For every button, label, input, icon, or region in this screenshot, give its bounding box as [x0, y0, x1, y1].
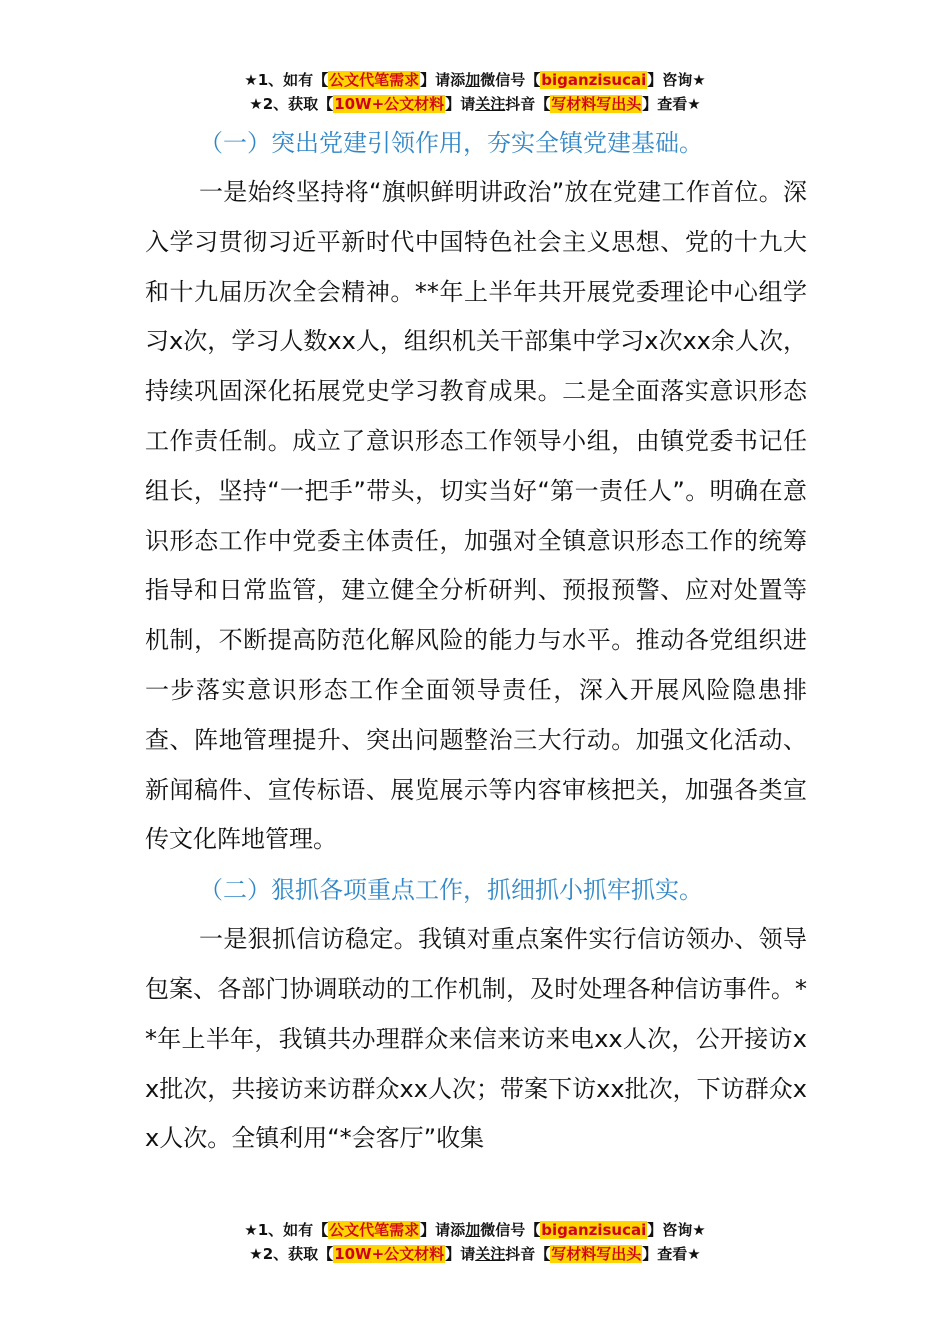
header-promo-banner	[0, 68, 950, 116]
footer-promo-banner	[0, 1218, 950, 1266]
promo-underlined: 关注	[475, 95, 506, 113]
promo-highlight-wechat: biganzisucai	[541, 71, 647, 89]
promo-text: ★1、如有【	[244, 71, 329, 89]
promo-text: 】请	[445, 1245, 476, 1263]
promo-text: 】请添	[420, 1221, 466, 1239]
promo-line-2	[0, 1242, 950, 1266]
promo-highlight-douyin: 写材料写出头	[551, 1245, 642, 1263]
promo-text: 】查看★	[642, 1245, 701, 1263]
promo-highlight-douyin: 写材料写出头	[551, 95, 642, 113]
section-heading-1: （一）突出党建引领作用，夯实全镇党建基础。	[199, 129, 703, 157]
promo-text: 】咨询★	[647, 1221, 706, 1239]
promo-underlined: 加	[465, 1221, 481, 1239]
promo-text: 微信号【	[480, 71, 541, 89]
promo-text: ★1、如有【	[244, 1221, 329, 1239]
promo-text: 】请添	[420, 71, 466, 89]
promo-text: 抖音【	[505, 95, 551, 113]
promo-highlight-wechat: biganzisucai	[541, 1221, 647, 1239]
promo-underlined: 加	[465, 71, 481, 89]
promo-text: 抖音【	[505, 1245, 551, 1263]
paragraph-1: 一是始终坚持将“旗帜鲜明讲政治”放在党建工作首位。深入学习贯彻习近平新时代中国特色社会主义思想、党的十九大和十九届历次全会精神。**年上半年共开展党委理论中心组学习x次，学习人数xx人，组织机关干部集中学习x次xx余人次，持续巩固深化拓展党史学习教育成果。二是全面落实意识形态工作责任制。成立了意识形态工作领导小组，由镇党委书记任组长，坚持“一把手”带头，切实当好“第一责任人”。明确在意识形态工作中党委主体责任，加强对全镇意识形态工作的统筹指导和日常监管，建立健全分析研判、预报预警、应对处置等机制，不断提高防范化解风险的能力与水平。推动各党组织进一步落实意识形态工作全面领导责任，深入开展风险隐患排查、阵地管理提升、突出问题整治三大行动。加强文化活动、新闻稿件、宣传标语、展览展示等内容审核把关，加强各类宣传文化阵地管理。	[145, 178, 807, 854]
document-body	[145, 118, 807, 1164]
promo-highlight: 公文代笔需求	[329, 71, 420, 89]
promo-line-1	[0, 68, 950, 92]
promo-text: 微信号【	[480, 1221, 541, 1239]
promo-text: 】请	[445, 95, 476, 113]
promo-highlight: 公文代笔需求	[329, 1221, 420, 1239]
promo-text: ★2、获取【	[249, 95, 334, 113]
promo-text: ★2、获取【	[249, 1245, 334, 1263]
section-heading-2: （二）狠抓各项重点工作，抓细抓小抓牢抓实。	[199, 876, 703, 905]
promo-underlined: 关注	[475, 1245, 506, 1263]
promo-text: 】咨询★	[647, 71, 706, 89]
promo-highlight: 10W+公文材料	[334, 1245, 445, 1263]
paragraph-2: 一是狠抓信访稳定。我镇对重点案件实行信访领办、领导包案、各部门协调联动的工作机制，及时处理各种信访事件。**年上半年，我镇共办理群众来信来访来电xx人次，公开接访xx批次，共接访来访群众xx人次；带案下访xx批次，下访群众xx人次。全镇利用“*会客厅”收集	[145, 925, 807, 1153]
promo-text: 】查看★	[642, 95, 701, 113]
promo-line-2	[0, 92, 950, 116]
promo-line-1	[0, 1218, 950, 1242]
promo-highlight: 10W+公文材料	[334, 95, 445, 113]
